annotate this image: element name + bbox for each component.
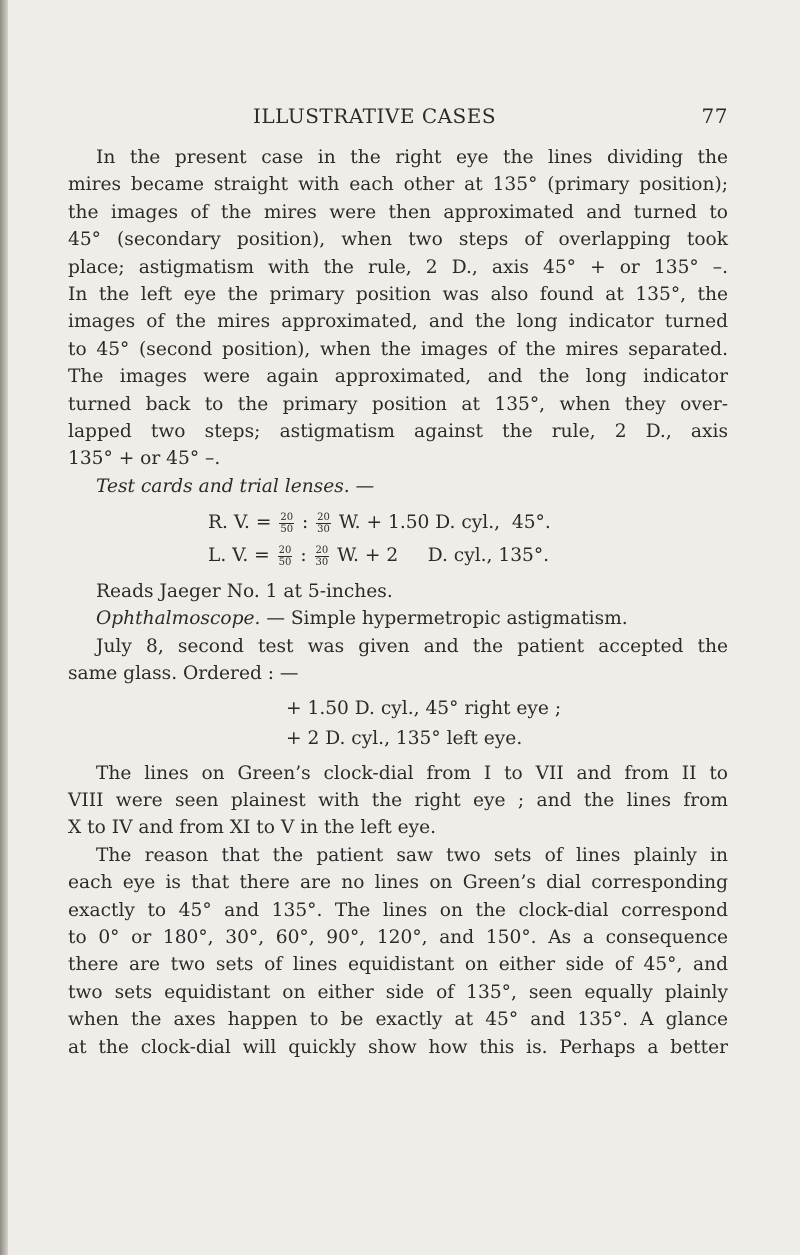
text-line: VIII were seen plainest with the right eye ; and the lines from bbox=[68, 790, 728, 812]
text-line: mires became straight with each other at 135° (primary position); bbox=[68, 174, 728, 196]
text-line: In the present case in the right eye the lines dividing the bbox=[96, 147, 728, 168]
text-line: The lines on Green’s clock-dial from I to VII and from II to bbox=[96, 762, 728, 784]
text-line: turned back to the primary position at 135°, when they over- bbox=[68, 393, 728, 415]
ophthalmoscope-line bbox=[68, 605, 728, 632]
rv-fraction-2: $\frac{20}{30}$ bbox=[317, 511, 330, 535]
rv-label: R. V. = bbox=[208, 512, 272, 534]
text-line: each eye is that there are no lines on Green’s dial corresponding bbox=[68, 872, 728, 894]
page-edge-shadow bbox=[0, 0, 8, 1255]
lv-prescription: W. + 2 D. cyl., 135°. bbox=[337, 545, 550, 567]
ophthalmoscope-label: Ophthalmoscope. bbox=[96, 608, 261, 630]
lv-label: L. V. = bbox=[208, 545, 270, 567]
text-line: at the clock-dial will quickly show how this is. Perhaps a better bbox=[68, 1036, 728, 1058]
section-heading-test-cards: Test cards and trial lenses. — bbox=[96, 475, 375, 497]
text-line: when the axes happen to be exactly at 45° and 135°. A glance bbox=[68, 1009, 728, 1031]
text-line: X to IV and from XI to V in the left eye. bbox=[68, 817, 437, 839]
running-header bbox=[68, 104, 728, 134]
text-line: place; astigmatism with the rule, 2 D., axis 45° + or 135° –. bbox=[68, 256, 728, 278]
lv-fraction-2: $\frac{20}{30}$ bbox=[315, 544, 329, 568]
text-line: two sets equidistant on either side of 135°, seen equally plainly bbox=[68, 981, 728, 1003]
paragraph-second-test bbox=[68, 633, 728, 688]
text-line: exactly to 45° and 135°. The lines on the clock-dial correspond bbox=[68, 899, 728, 921]
text-line: to 45° (second position), when the images of the mires separated. bbox=[68, 338, 728, 360]
text-line: same glass. Ordered : — bbox=[68, 663, 299, 685]
text-line: the images of the mires were then approximated and turned to bbox=[68, 201, 728, 223]
ophthalmoscope-finding: — Simple hypermetropic astigmatism. bbox=[260, 608, 628, 630]
text-line: July 8, second test was given and the patient accepted the bbox=[96, 635, 728, 657]
prescription-right-eye: + 1.50 D. cyl., 45° right eye ; bbox=[286, 697, 562, 719]
paragraph-explanation bbox=[68, 842, 728, 1061]
running-title: ILLUSTRATIVE CASES bbox=[253, 104, 497, 128]
text-line: 45° (secondary position), when two steps of overlapping took bbox=[68, 229, 728, 251]
text-line: to 0° or 180°, 30°, 60°, 90°, 120°, and 150°. As a consequence bbox=[68, 926, 728, 948]
text-line: The reason that the patient saw two sets of lines plainly in bbox=[96, 844, 728, 866]
page-number: 77 bbox=[701, 104, 728, 128]
text-line: there are two sets of lines equidistant on either side of 45°, and bbox=[68, 954, 728, 976]
reads-jaeger-line: Reads Jaeger No. 1 at 5-inches. bbox=[96, 581, 393, 603]
right-vision-formula: R. V. = $\frac{20}{50}$ : $\frac{20}{30}$ W. + 1.50 D. cyl., 45°. bbox=[208, 511, 551, 535]
left-vision-formula: L. V. = $\frac{20}{50}$ : $\frac{20}{30}$ W. + 2 D. cyl., 135°. bbox=[208, 544, 550, 568]
rv-fraction-1: $\frac{20}{50}$ bbox=[280, 511, 294, 535]
lv-fraction-1: $\frac{20}{50}$ bbox=[278, 544, 292, 568]
prescription-left-eye: + 2 D. cyl., 135° left eye. bbox=[286, 727, 523, 749]
text-line: The images were again approximated, and the long indicator bbox=[68, 366, 728, 388]
text-line: In the left eye the primary position was also found at 135°, the bbox=[68, 283, 728, 305]
paragraph-keratometry bbox=[68, 144, 728, 473]
text-line: lapped two steps; astigmatism against the rule, 2 D., axis bbox=[68, 420, 728, 442]
text-line: images of the mires approximated, and the long indicator turned bbox=[68, 311, 728, 333]
text-line: 135° + or 45° –. bbox=[68, 448, 221, 470]
paragraph-clock-dial bbox=[68, 760, 728, 842]
rv-prescription: W. + 1.50 D. cyl., 45°. bbox=[338, 512, 551, 534]
page-body bbox=[68, 144, 728, 1061]
